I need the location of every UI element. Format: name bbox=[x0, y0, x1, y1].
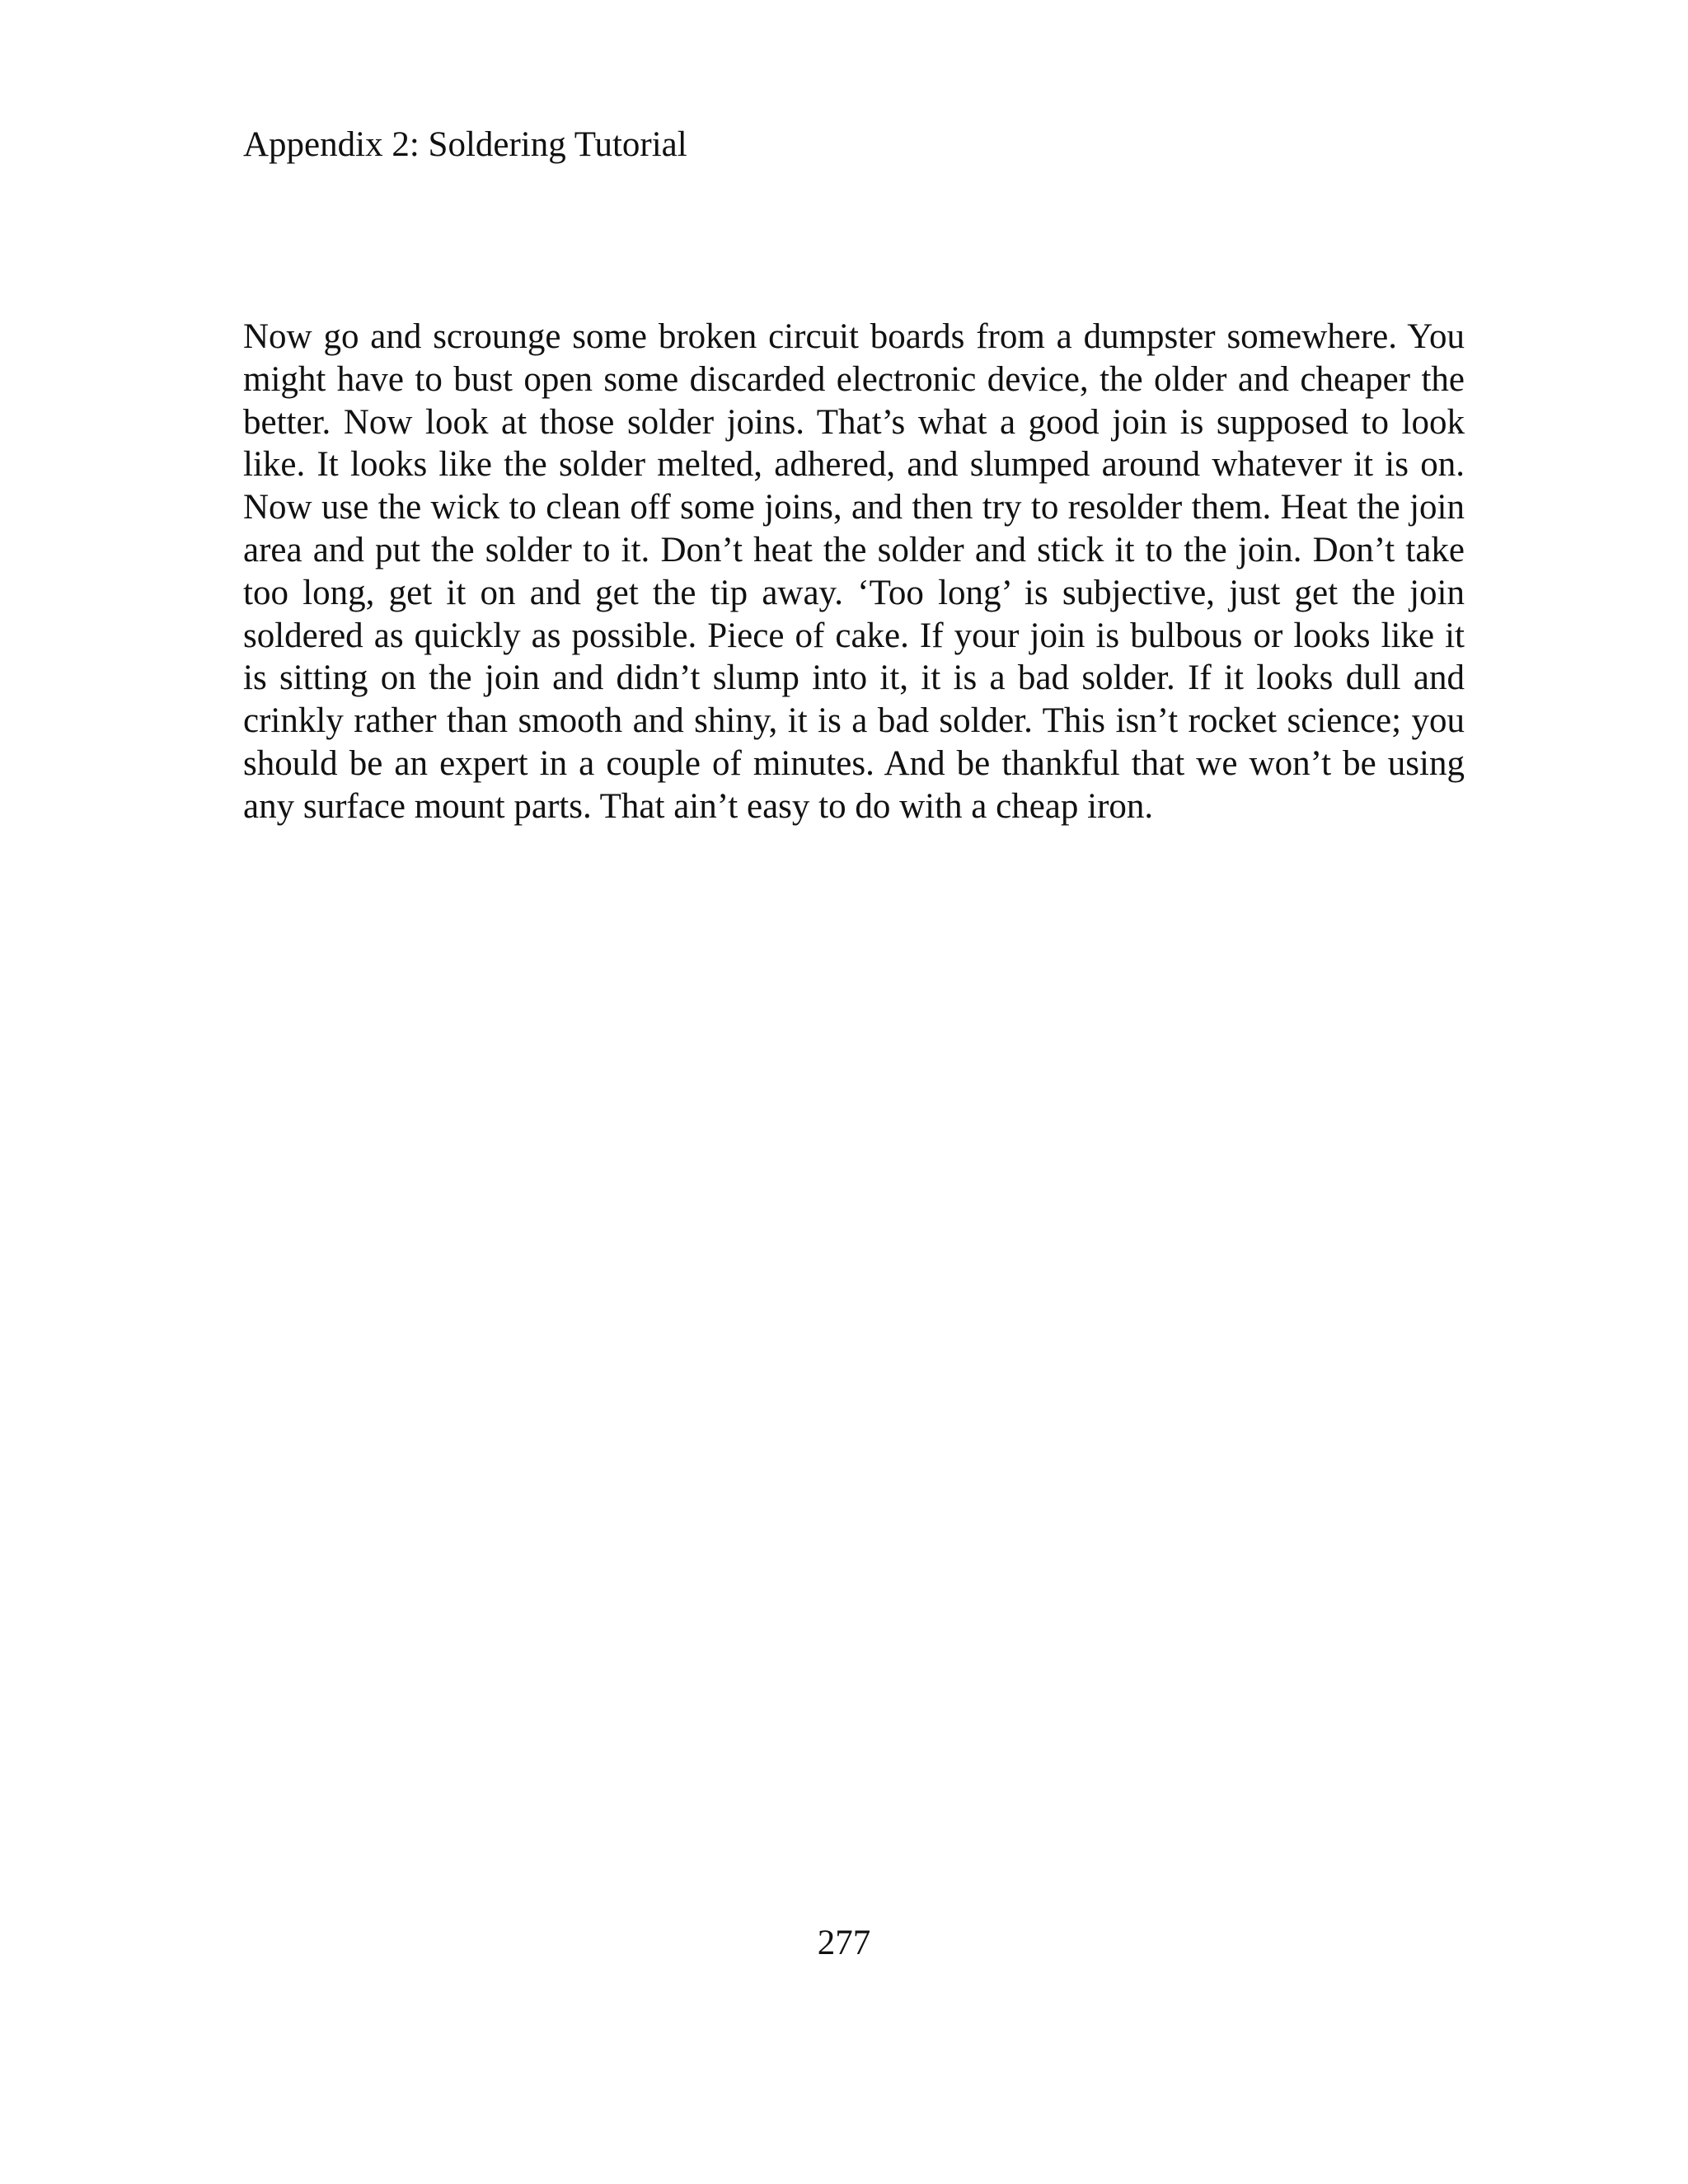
running-header: Appendix 2: Soldering Tutorial bbox=[243, 125, 687, 164]
page-number: 277 bbox=[817, 1924, 871, 1962]
body-paragraph: Now go and scrounge some broken circuit boards from a dumpster somewhere. You might have to bust open some discarded electronic device, the older and cheaper the better. Now look at those solder joins. That’s what a good join is supposed to look like. It looks like the solder melted, adhered, and slumped around whatever it is on. Now use the wick to clean off some joins, and then try to resolder them. Heat the join area and put the solder to it. Don’t heat the solder and stick it to the join. Don’t take too long, get it on and get the tip away. ‘Too long’ is subjective, just get the join soldered as quickly as possible. Piece of cake. If your join is bulbous or looks like it is sitting on the join and didn’t slump into it, it is a bad solder. If it looks dull and crinkly rather than smooth and shiny, it is a bad solder. This isn’t rocket science; you should be an expert in a couple of minutes. And be thankful that we won’t be using any surface mount parts. That ain’t easy to do with a cheap iron. bbox=[243, 317, 1465, 826]
